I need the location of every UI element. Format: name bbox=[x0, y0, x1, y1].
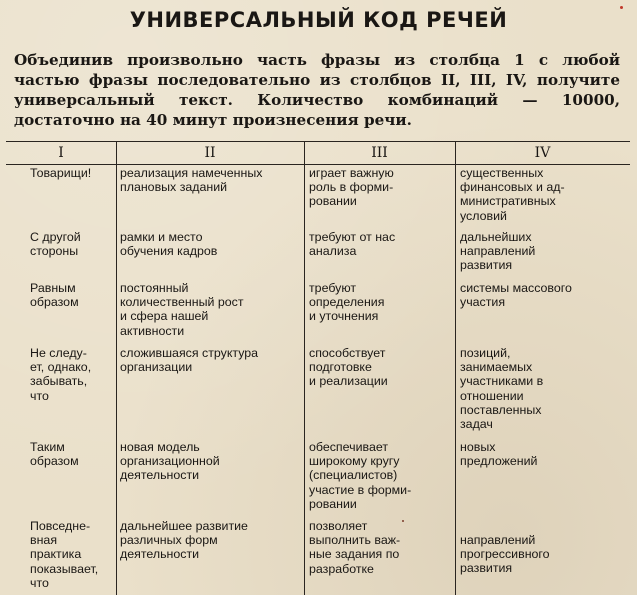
table-cell: позволяет выполнить важ- ные задания по разработке bbox=[309, 519, 401, 576]
table-cell: позиций, занимаемых участниками в отношении поставленных задач bbox=[460, 346, 544, 432]
ink-speck bbox=[402, 520, 404, 522]
table-cell: направлений прогрессивного развития bbox=[460, 533, 550, 576]
table-cell: существенных финансовых и ад- министративных условий bbox=[460, 166, 565, 223]
table-cell: системы массового участия bbox=[460, 281, 572, 310]
table-top-rule bbox=[6, 141, 630, 142]
table-cell: играет важную роль в форми- ровании bbox=[309, 166, 394, 209]
column-header-1: I bbox=[58, 145, 64, 161]
table-cell: сложившаяся структура организации bbox=[120, 346, 259, 375]
table-cell: Не следу- ет, однако, забывать, что bbox=[30, 346, 92, 403]
page-title: УНИВЕРСАЛЬНЫЙ КОД РЕЧЕЙ bbox=[129, 8, 508, 32]
table-cell: дальнейших направлений развития bbox=[460, 230, 536, 273]
table-cell: Таким образом bbox=[30, 440, 79, 469]
column-header-2: II bbox=[204, 145, 216, 161]
table-cell: постоянный количественный рост и сфера нашей активности bbox=[120, 281, 244, 338]
column-header-4: IV bbox=[534, 145, 551, 161]
table-cell: новых предложений bbox=[460, 440, 538, 469]
table-cell: Повседне- вная практика показывает, что bbox=[30, 519, 99, 590]
table-cell: реализация намеченных плановых заданий bbox=[120, 166, 263, 195]
table-cell: Товарищи! bbox=[30, 166, 92, 180]
table-cell: С другой стороны bbox=[30, 230, 81, 259]
table-cell: обеспечивает широкому кругу (специалистов) участие в форми- ровании bbox=[309, 440, 412, 511]
column-header-3: III bbox=[371, 145, 388, 161]
column-divider bbox=[116, 141, 117, 595]
table-cell: дальнейшее развитие различных форм деятельности bbox=[120, 519, 248, 562]
table-cell: способствует подготовке и реализации bbox=[309, 346, 388, 389]
table-cell: Равным образом bbox=[30, 281, 79, 310]
table-cell: требуют определения и уточнения bbox=[309, 281, 385, 324]
table-header-rule bbox=[6, 164, 630, 165]
table-cell: рамки и место обучения кадров bbox=[120, 230, 218, 259]
column-divider bbox=[304, 141, 305, 595]
table-cell: требуют от нас анализа bbox=[309, 230, 396, 259]
column-divider bbox=[455, 141, 456, 595]
intro-paragraph: Объединив произвольно часть фразы из столбца 1 с любой частью фразы последовательно из столбцов II, III, IV, получите универсальный текст. Количество комбинаций — 10000, достаточно на 40 минут произнесения речи. bbox=[14, 51, 620, 129]
table-cell: новая модель организационной деятельности bbox=[120, 440, 220, 483]
ink-speck bbox=[620, 6, 623, 9]
